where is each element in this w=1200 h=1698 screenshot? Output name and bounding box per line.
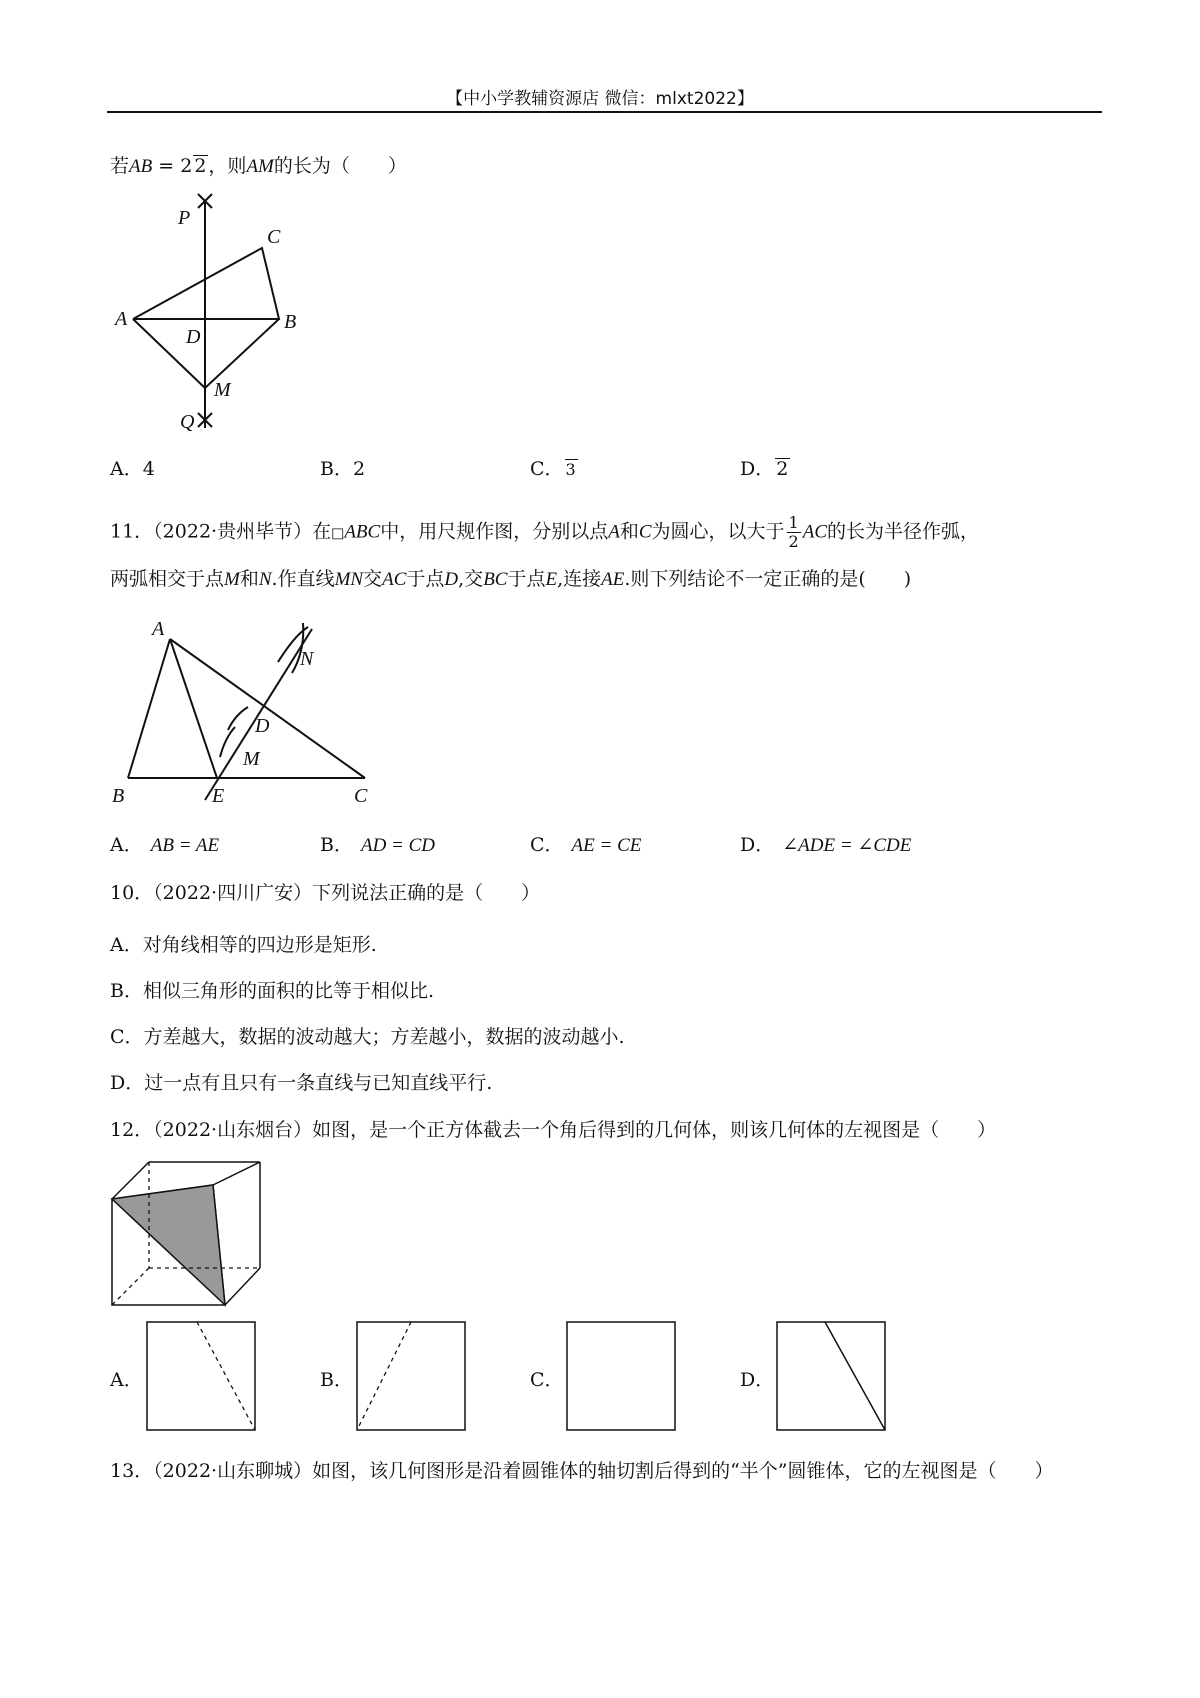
label-c: C — [354, 785, 368, 805]
option-value: 2 — [352, 458, 366, 480]
math-abc: ABC — [344, 521, 381, 543]
stem-text: .则下列结论不一定正确的是( ) — [624, 568, 912, 590]
math-bc: BC — [483, 569, 508, 590]
option-expr: AD = CD — [360, 835, 436, 856]
q12-option-b[interactable] — [320, 1367, 353, 1393]
prev-option-a[interactable] — [110, 456, 155, 482]
label-a: A — [152, 618, 165, 640]
label-m: M — [243, 748, 260, 770]
q12-option-d-figure[interactable] — [775, 1320, 887, 1432]
option-expr: ∠ADE = ∠CDE — [782, 835, 912, 856]
q12-option-d[interactable] — [740, 1367, 774, 1393]
stem-text: ,连接 — [557, 568, 602, 590]
stem-text: ，则 — [208, 155, 247, 177]
header-rule — [107, 111, 1102, 113]
prev-option-d[interactable] — [740, 456, 790, 482]
stem-text: 11．（2022·贵州毕节）在 — [110, 520, 332, 543]
math-mn: MN — [334, 569, 364, 590]
option-letter: A． — [110, 1369, 143, 1391]
math-ab: AB — [129, 156, 153, 177]
q11-stem-line2 — [110, 566, 911, 593]
option-letter: A． — [110, 458, 143, 480]
stem-text: 交 — [363, 568, 383, 590]
label-e: E — [212, 785, 225, 805]
label-m: M — [214, 379, 231, 401]
q12-option-a[interactable] — [110, 1367, 143, 1393]
option-letter: B． — [320, 834, 353, 856]
math-c: C — [638, 521, 652, 543]
q12-option-a-figure[interactable] — [145, 1320, 257, 1432]
fraction-half — [787, 514, 801, 551]
frac-num: 1 — [788, 513, 799, 532]
stem-text: .作直线 — [271, 568, 335, 590]
label-q: Q — [180, 411, 195, 433]
q10-option-b[interactable]: B．相似三角形的面积的比等于相似比. — [110, 980, 435, 1002]
q12-option-b-figure[interactable] — [355, 1320, 467, 1432]
option-letter: D． — [740, 1369, 775, 1391]
frac-den: 2 — [788, 532, 799, 551]
q11-stem-line1 — [110, 514, 979, 551]
label-p: P — [178, 207, 191, 229]
option-letter: D． — [740, 834, 775, 856]
math-ac: AC — [802, 521, 828, 543]
prev-option-c[interactable] — [530, 456, 578, 482]
math-m: M — [224, 569, 240, 590]
option-letter: C． — [530, 834, 564, 856]
label-d: D — [186, 326, 201, 348]
math-am: AM — [246, 156, 274, 177]
math-ac: AC — [382, 569, 407, 590]
math-d: D — [444, 569, 459, 590]
q12-option-c-figure[interactable] — [565, 1320, 677, 1432]
math-eq: = 2 — [152, 155, 193, 177]
q11-option-b[interactable] — [320, 832, 435, 859]
q10-option-d[interactable]: D．过一点有且只有一条直线与已知直线平行. — [110, 1072, 493, 1094]
prev-option-b[interactable] — [320, 456, 365, 482]
option-sqrt: 3 — [565, 460, 576, 479]
label-b: B — [112, 785, 125, 805]
math-a: A — [608, 521, 620, 543]
q12-stem: 12．（2022·山东烟台）如图，是一个正方体截去一个角后得到的几何体，则该几何体的左视图是（ ） — [110, 1119, 997, 1141]
option-letter: B． — [320, 1369, 353, 1391]
stem-text: 两弧相交于点 — [110, 568, 225, 590]
label-c: C — [267, 226, 281, 248]
stem-text: 和 — [239, 568, 259, 590]
stem-text: 的长为半径作弧， — [827, 520, 980, 543]
option-sqrt: 2 — [776, 458, 789, 480]
figure-triangle-construction — [100, 615, 390, 805]
option-letter: A． — [110, 834, 143, 856]
math-e: E — [545, 569, 558, 590]
label-a: A — [115, 308, 128, 330]
label-n: N — [300, 648, 314, 670]
math-ae: AE — [601, 569, 625, 590]
q10-stem: 10．（2022·四川广安）下列说法正确的是（ ） — [110, 882, 541, 904]
stem-text: 于点 — [507, 568, 546, 590]
stem-text: ,交 — [458, 568, 484, 590]
figure-perpendicular-bisector — [100, 188, 320, 438]
stem-text: 于点 — [406, 568, 445, 590]
option-expr: AB = AE — [150, 835, 220, 856]
stem-text: 的长为（ ） — [273, 155, 407, 177]
stem-text: 为圆心，以大于 — [651, 520, 785, 543]
stem-text: 和 — [619, 520, 639, 543]
stem-text: 若 — [110, 155, 130, 177]
math-sqrt: 2 — [194, 155, 207, 177]
figure-truncated-cube — [105, 1155, 270, 1320]
math-n: N — [258, 569, 272, 590]
label-b: B — [284, 311, 297, 333]
option-letter: C． — [530, 1369, 564, 1391]
page-header: 【中小学教辅资源店 微信：mlxt2022】 — [446, 89, 754, 109]
option-expr: AE = CE — [571, 835, 642, 856]
triangle-symbol: □ — [331, 525, 345, 542]
stem-text: 中，用尺规作图，分别以点 — [380, 520, 609, 543]
q11-option-c[interactable] — [530, 832, 641, 859]
option-letter: B． — [320, 458, 353, 480]
q12-option-c[interactable] — [530, 1367, 564, 1393]
q11-option-d[interactable] — [740, 832, 911, 859]
q10-option-a[interactable]: A．对角线相等的四边形是矩形. — [110, 934, 377, 956]
option-value: 4 — [142, 458, 155, 480]
q10-option-c[interactable]: C．方差越大，数据的波动越大；方差越小，数据的波动越小. — [110, 1026, 625, 1048]
option-letter: C． — [530, 458, 564, 480]
label-d: D — [255, 715, 270, 737]
q13-stem: 13．（2022·山东聊城）如图，该几何图形是沿着圆锥体的轴切割后得到的“半个”圆锥体，它的左视图是（ ） — [110, 1460, 1054, 1482]
q11-option-a[interactable] — [110, 832, 219, 859]
prev-question-stem — [110, 153, 407, 180]
option-letter: D． — [740, 458, 775, 480]
